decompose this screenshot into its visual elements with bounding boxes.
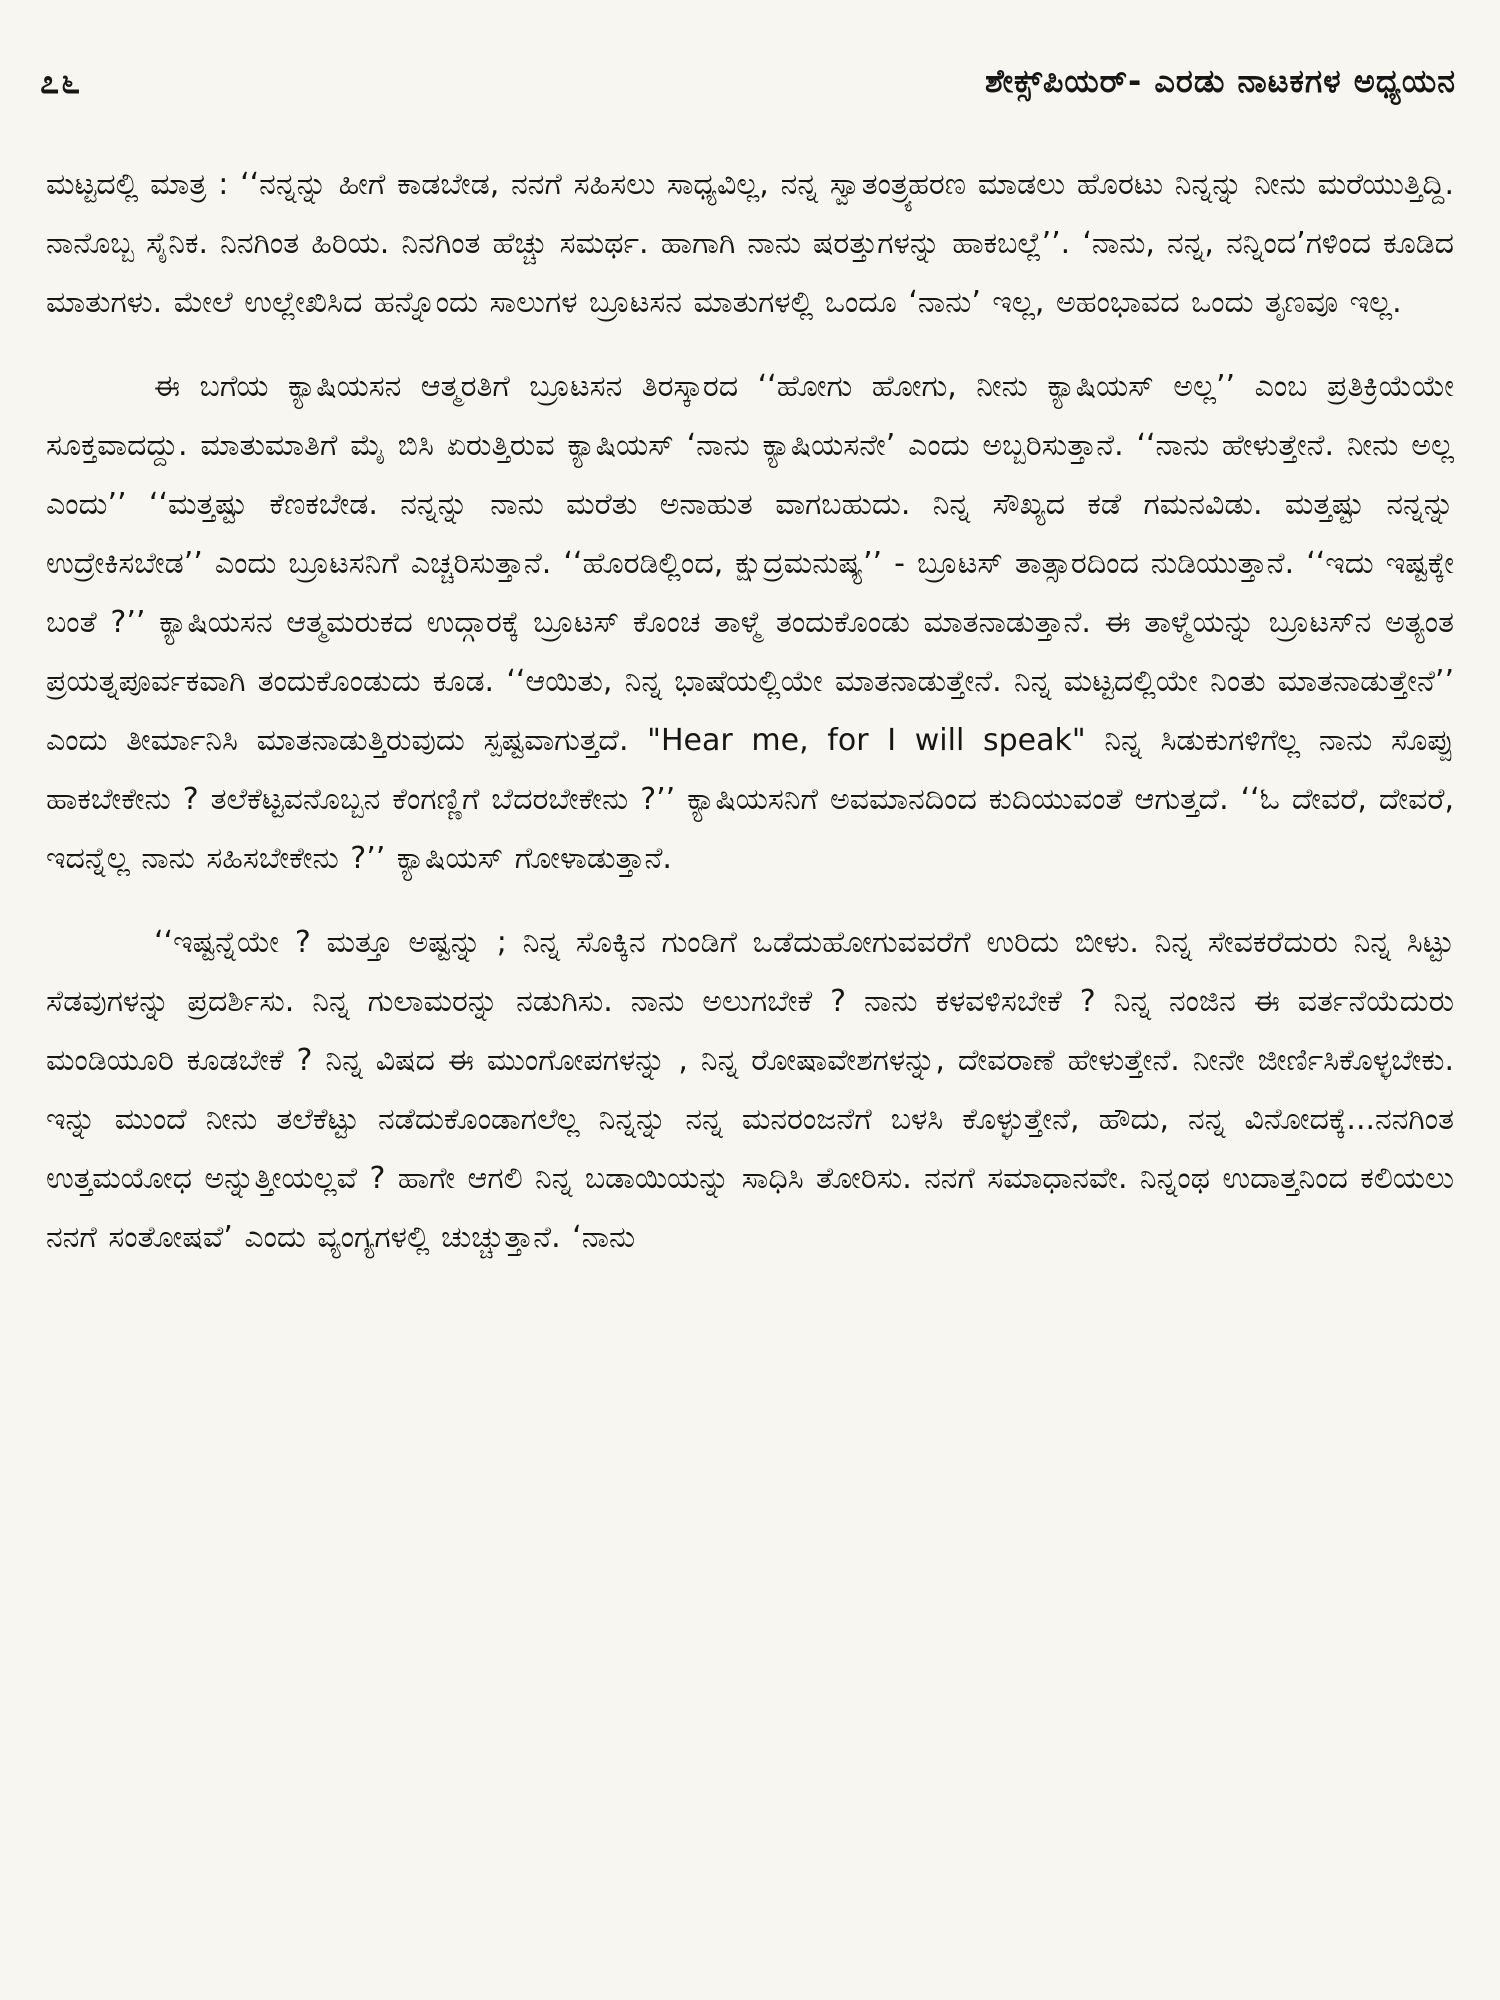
paragraph-3: ‘‘ಇಷ್ಟನ್ನೆಯೇ ? ಮತ್ತೂ ಅಷ್ಟನ್ನು ; ನಿನ್ನ ಸೊಕ್ಕಿನ ಗುಂಡಿಗೆ ಒಡೆದುಹೋಗುವವರೆಗೆ ಉರಿದು ಬೀಳು. ನಿನ್ನ ಸೇವಕರೆದುರು ನಿನ್ನ ಸಿಟ್ಟು ಸೆಡವುಗಳನ್ನು ಪ್ರದರ್ಶಿಸು. ನಿನ್ನ ಗುಲಾಮರನ್ನು ನಡುಗಿಸು. ನಾನು ಅಲುಗಬೇಕೆ ? ನಾನು ಕಳವಳಿಸಬೇಕೆ ? ನಿನ್ನ ನಂಜಿನ ಈ ವರ್ತನೆಯೆದುರು ಮಂಡಿಯೂರಿ ಕೂಡಬೇಕೆ ? ನಿನ್ನ ವಿಷದ ಈ ಮುಂಗೋಪಗಳನ್ನು , ನಿನ್ನ ರೋಷಾವೇಶಗಳನ್ನು, ದೇವರಾಣೆ ಹೇಳುತ್ತೇನೆ. ನೀನೇ ಜೀರ್ಣಿಸಿಕೊಳ್ಳಬೇಕು. ಇನ್ನು ಮುಂದೆ ನೀನು ತಲೆಕೆಟ್ಟು ನಡೆದುಕೊಂಡಾಗಲೆಲ್ಲ ನಿನ್ನನ್ನು ನನ್ನ ಮನರಂಜನೆಗೆ ಬಳಸಿ ಕೊಳ್ಳುತ್ತೇನೆ, ಹೌದು, ನನ್ನ ವಿನೋದಕ್ಕೆ...ನನಗಿಂತ ಉತ್ತಮಯೋಧ ಅನ್ನುತ್ತೀಯಲ್ಲವೆ ? ಹಾಗೇ ಆಗಲಿ ನಿನ್ನ ಬಡಾಯಿಯನ್ನು ಸಾಧಿಸಿ ತೋರಿಸು. ನನಗೆ ಸಮಾಧಾನವೇ. ನಿನ್ನಂಥ ಉದಾತ್ತನಿಂದ ಕಲಿಯಲು ನನಗೆ ಸಂತೋಷವೆ’ ಎಂದು ವ್ಯಂಗ್ಯಗಳಲ್ಲಿ ಚುಚ್ಚುತ್ತಾನೆ. ‘ನಾನು xyxy=(46,925,1454,1255)
paragraph-1: ಮಟ್ಟದಲ್ಲಿ ಮಾತ್ರ : ‘‘ನನ್ನನ್ನು ಹೀಗೆ ಕಾಡಬೇಡ, ನನಗೆ ಸಹಿಸಲು ಸಾಧ್ಯವಿಲ್ಲ, ನನ್ನ ಸ್ವಾತಂತ್ರ್ಯಹರಣ ಮಾಡಲು ಹೊರಟು ನಿನ್ನನ್ನು ನೀನು ಮರೆಯುತ್ತಿದ್ದಿ. ನಾನೊಬ್ಬ ಸೈನಿಕ. ನಿನಗಿಂತ ಹಿರಿಯ. ನಿನಗಿಂತ ಹೆಚ್ಚು ಸಮರ್ಥ. ಹಾಗಾಗಿ ನಾನು ಷರತ್ತುಗಳನ್ನು ಹಾಕಬಲ್ಲೆ’’. ‘ನಾನು, ನನ್ನ, ನನ್ನಿಂದ’ಗಳಿಂದ ಕೂಡಿದ ಮಾತುಗಳು. ಮೇಲೆ ಉಲ್ಲೇಖಿಸಿದ ಹನ್ನೊಂದು ಸಾಲುಗಳ ಬ್ರೂಟಸನ ಮಾತುಗಳಲ್ಲಿ ಒಂದೂ ‘ನಾನು’ ಇಲ್ಲ, ಅಹಂಭಾವದ ಒಂದು ತೃಣವೂ ಇಲ್ಲ. xyxy=(46,167,1454,320)
page-number: ೭೬ xyxy=(40,62,83,102)
body-text xyxy=(46,155,1454,1267)
page-header xyxy=(40,62,1456,122)
paragraph-2: ಈ ಬಗೆಯ ಕ್ಯಾಷಿಯಸನ ಆತ್ಮರತಿಗೆ ಬ್ರೂಟಸನ ತಿರಸ್ಕಾರದ ‘‘ಹೋಗು ಹೋಗು, ನೀನು ಕ್ಯಾಷಿಯಸ್ ಅಲ್ಲ’’ ಎಂಬ ಪ್ರತಿಕ್ರಿಯೆಯೇ ಸೂಕ್ತವಾದದ್ದು. ಮಾತುಮಾತಿಗೆ ಮೈ ಬಿಸಿ ಏರುತ್ತಿರುವ ಕ್ಯಾಷಿಯಸ್ ‘ನಾನು ಕ್ಯಾಷಿಯಸನೇ’ ಎಂದು ಅಬ್ಬರಿಸುತ್ತಾನೆ. ‘‘ನಾನು ಹೇಳುತ್ತೇನೆ. ನೀನು ಅಲ್ಲ ಎಂದು’’ ‘‘ಮತ್ತಷ್ಟು ಕೆಣಕಬೇಡ. ನನ್ನನ್ನು ನಾನು ಮರೆತು ಅನಾಹುತ ವಾಗಬಹುದು. ನಿನ್ನ ಸೌಖ್ಯದ ಕಡೆ ಗಮನವಿಡು. ಮತ್ತಷ್ಟು ನನ್ನನ್ನು ಉದ್ರೇಕಿಸಬೇಡ’’ ಎಂದು ಬ್ರೂಟಸನಿಗೆ ಎಚ್ಚರಿಸುತ್ತಾನೆ. ‘‘ಹೊರಡಿಲ್ಲಿಂದ, ಕ್ಷುದ್ರಮನುಷ್ಯ’’ - ಬ್ರೂಟಸ್ ತಾತ್ಸಾರದಿಂದ ನುಡಿಯುತ್ತಾನೆ. ‘‘ಇದು ಇಷ್ಟಕ್ಕೇ ಬಂತೆ ?’’ ಕ್ಯಾಷಿಯಸನ ಆತ್ಮಮರುಕದ ಉದ್ಗಾರಕ್ಕೆ ಬ್ರೂಟಸ್ ಕೊಂಚ ತಾಳ್ಮೆ ತಂದುಕೊಂಡು ಮಾತನಾಡುತ್ತಾನೆ. ಈ ತಾಳ್ಮೆಯನ್ನು ಬ್ರೂಟಸ್‌ನ ಅತ್ಯಂತ ಪ್ರಯತ್ನಪೂರ್ವಕವಾಗಿ ತಂದುಕೊಂಡುದು ಕೂಡ. ‘‘ಆಯಿತು, ನಿನ್ನ ಭಾಷೆಯಲ್ಲಿಯೇ ಮಾತನಾಡುತ್ತೇನೆ. ನಿನ್ನ ಮಟ್ಟದಲ್ಲಿಯೇ ನಿಂತು ಮಾತನಾಡುತ್ತೇನೆ’’ ಎಂದು ತೀರ್ಮಾನಿಸಿ ಮಾತನಾಡುತ್ತಿರುವುದು ಸ್ಪಷ್ಟವಾಗುತ್ತದೆ. "Hear me, for I will speak" ನಿನ್ನ ಸಿಡುಕುಗಳಿಗೆಲ್ಲ ನಾನು ಸೊಪ್ಪು ಹಾಕಬೇಕೇನು ? ತಲೆಕೆಟ್ಟವನೊಬ್ಬನ ಕೆಂಗಣ್ಣಿಗೆ ಬೆದರಬೇಕೇನು ?’’ ಕ್ಯಾಷಿಯಸನಿಗೆ ಅವಮಾನದಿಂದ ಕುದಿಯುವಂತೆ ಆಗುತ್ತದೆ. ‘‘ಓ ದೇವರೆ, ದೇವರೆ, ಇದನ್ನೆಲ್ಲ ನಾನು ಸಹಿಸಬೇಕೇನು ?’’ ಕ್ಯಾಷಿಯಸ್ ಗೋಳಾಡುತ್ತಾನೆ. xyxy=(46,369,1454,876)
running-title: ಶೇಕ್ಸ್‌ಪಿಯರ್‌- ಎರಡು ನಾಟಕಗಳ ಅಧ್ಯಯನ xyxy=(985,62,1456,100)
